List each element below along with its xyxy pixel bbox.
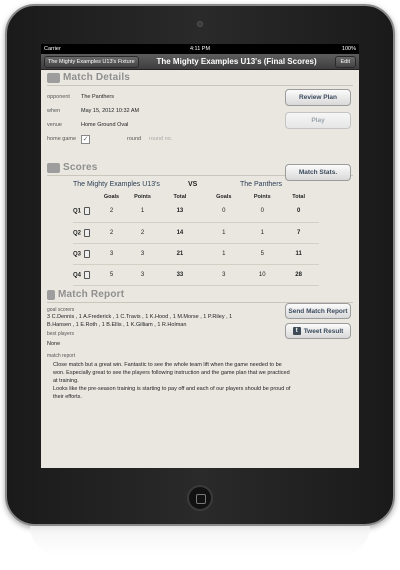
away-points[interactable]: 1 bbox=[246, 222, 278, 243]
table-row bbox=[73, 201, 319, 222]
round-input[interactable]: round no. bbox=[149, 136, 173, 142]
away-goals[interactable]: 0 bbox=[201, 201, 246, 222]
home-total: 14 bbox=[159, 222, 202, 243]
home-total: 21 bbox=[159, 243, 202, 264]
match-report-text[interactable] bbox=[47, 361, 353, 401]
clipboard-icon[interactable] bbox=[84, 207, 90, 215]
scores-icon bbox=[47, 163, 60, 173]
home-points[interactable]: 1 bbox=[126, 201, 158, 222]
table-row bbox=[73, 243, 319, 264]
home-points[interactable]: 2 bbox=[126, 222, 158, 243]
home-points[interactable]: 3 bbox=[126, 264, 158, 285]
carrier-label: Carrier bbox=[44, 46, 61, 52]
home-team-name: The Mighty Examples U13's bbox=[73, 181, 160, 188]
home-points-header: Points bbox=[134, 193, 151, 200]
tweet-result-label: Tweet Result bbox=[303, 327, 344, 335]
home-goals-header: Goals bbox=[103, 193, 120, 200]
opponent-label: opponent bbox=[47, 94, 70, 100]
when-label: when bbox=[47, 108, 61, 114]
tweet-result-button[interactable] bbox=[285, 323, 351, 339]
quarter-label: Q1 bbox=[73, 208, 82, 215]
quarter-label: Q2 bbox=[73, 230, 82, 237]
home-total-header: Total bbox=[173, 193, 187, 200]
away-goals[interactable]: 1 bbox=[201, 222, 246, 243]
venue-label: venue bbox=[47, 122, 62, 128]
home-total: 33 bbox=[159, 264, 202, 285]
venue-value[interactable]: Home Ground Oval bbox=[81, 122, 129, 128]
home-goals[interactable]: 5 bbox=[97, 264, 127, 285]
report-icon bbox=[47, 290, 55, 300]
home-goals[interactable]: 3 bbox=[97, 243, 127, 264]
camera bbox=[197, 21, 203, 27]
match-report-header bbox=[47, 289, 353, 303]
match-details bbox=[47, 90, 353, 154]
match-details-heading: Match Details bbox=[63, 72, 131, 83]
vs-label: VS bbox=[188, 181, 198, 188]
page-title: The Mighty Examples U13's (Final Scores) bbox=[156, 57, 317, 66]
report-line: Looks like the pre-season training is starting to pay off and each of our players should be proud of bbox=[53, 386, 291, 392]
away-total: 28 bbox=[278, 264, 319, 285]
match-report-label: match report bbox=[47, 353, 76, 359]
away-total-header: Total bbox=[292, 193, 306, 200]
away-total: 0 bbox=[278, 201, 319, 222]
match-report bbox=[47, 307, 353, 401]
away-points[interactable]: 10 bbox=[246, 264, 278, 285]
clipboard-icon[interactable] bbox=[84, 271, 90, 279]
report-line: at training. bbox=[53, 378, 79, 384]
away-points[interactable]: 0 bbox=[246, 201, 278, 222]
twitter-icon: t bbox=[293, 327, 301, 335]
back-button[interactable]: The Mighty Examples U13's Fixture bbox=[44, 56, 139, 68]
away-goals[interactable]: 3 bbox=[201, 264, 246, 285]
home-game-label: home game bbox=[47, 136, 77, 142]
quarter-label: Q3 bbox=[73, 251, 82, 258]
opponent-value[interactable]: The Panthers bbox=[81, 94, 115, 100]
report-line: Close match but a great win. Fantastic to see the whole team lift when the game needed to be bbox=[53, 362, 282, 368]
status-bar bbox=[41, 44, 359, 54]
home-button[interactable] bbox=[187, 485, 213, 511]
home-game-checkbox[interactable]: ✓ bbox=[82, 135, 89, 143]
quarter-label: Q4 bbox=[73, 272, 82, 279]
send-match-report-button[interactable]: Send Match Report bbox=[285, 303, 351, 319]
home-total: 13 bbox=[159, 201, 202, 222]
away-total: 7 bbox=[278, 222, 319, 243]
screen bbox=[41, 44, 359, 468]
goal-scorers-line-2[interactable]: B.Hansen , 1 E.Roth , 1 B.Ellis , 1 K.Gilliam , 1 R.Holman bbox=[47, 322, 187, 328]
home-goals[interactable]: 2 bbox=[97, 222, 127, 243]
scoreboard bbox=[47, 180, 353, 285]
review-plan-button[interactable]: Review Plan bbox=[285, 89, 351, 106]
goal-scorers-line-1[interactable]: 3 C.Dennis , 1 A.Frederick , 1 C.Travis , 1 K.Hood , 1 M.Morse , 1 P.Riley , 1 bbox=[47, 314, 233, 320]
play-button[interactable]: Play bbox=[285, 112, 351, 129]
best-players-value[interactable]: None bbox=[47, 341, 61, 347]
clock: 4:11 PM bbox=[189, 46, 211, 52]
home-goals[interactable]: 2 bbox=[97, 201, 127, 222]
football-icon bbox=[47, 73, 60, 83]
clipboard-icon[interactable] bbox=[84, 250, 90, 258]
away-goals-header: Goals bbox=[216, 193, 232, 200]
away-total: 11 bbox=[278, 243, 319, 264]
away-team-name: The Panthers bbox=[240, 181, 283, 188]
scores-heading: Scores bbox=[63, 162, 98, 173]
best-players-label: best players bbox=[47, 331, 74, 337]
away-points-header: Points bbox=[253, 193, 271, 200]
away-points[interactable]: 5 bbox=[246, 243, 278, 264]
goal-scorers-label: goal scorers bbox=[47, 307, 75, 313]
table-row bbox=[73, 222, 319, 243]
away-goals[interactable]: 1 bbox=[201, 243, 246, 264]
when-value[interactable]: May 15, 2012 10:32 AM bbox=[81, 108, 140, 114]
round-label: round bbox=[127, 136, 142, 142]
table-row bbox=[73, 264, 319, 285]
clipboard-icon[interactable] bbox=[84, 229, 90, 237]
content bbox=[47, 72, 353, 401]
report-line: won. Especially great to see the players following instruction and the game plan that we practiced bbox=[53, 370, 290, 376]
match-stats-button[interactable]: Match Stats. bbox=[285, 164, 351, 181]
navigation-bar bbox=[41, 54, 359, 70]
report-line: their efforts. bbox=[53, 394, 82, 400]
score-table bbox=[73, 192, 319, 286]
match-details-header bbox=[47, 72, 353, 86]
battery-label: 100% bbox=[341, 46, 356, 52]
reflection bbox=[30, 526, 370, 556]
match-report-heading: Match Report bbox=[58, 289, 125, 300]
home-points[interactable]: 3 bbox=[126, 243, 158, 264]
edit-button[interactable]: Edit bbox=[335, 56, 356, 68]
